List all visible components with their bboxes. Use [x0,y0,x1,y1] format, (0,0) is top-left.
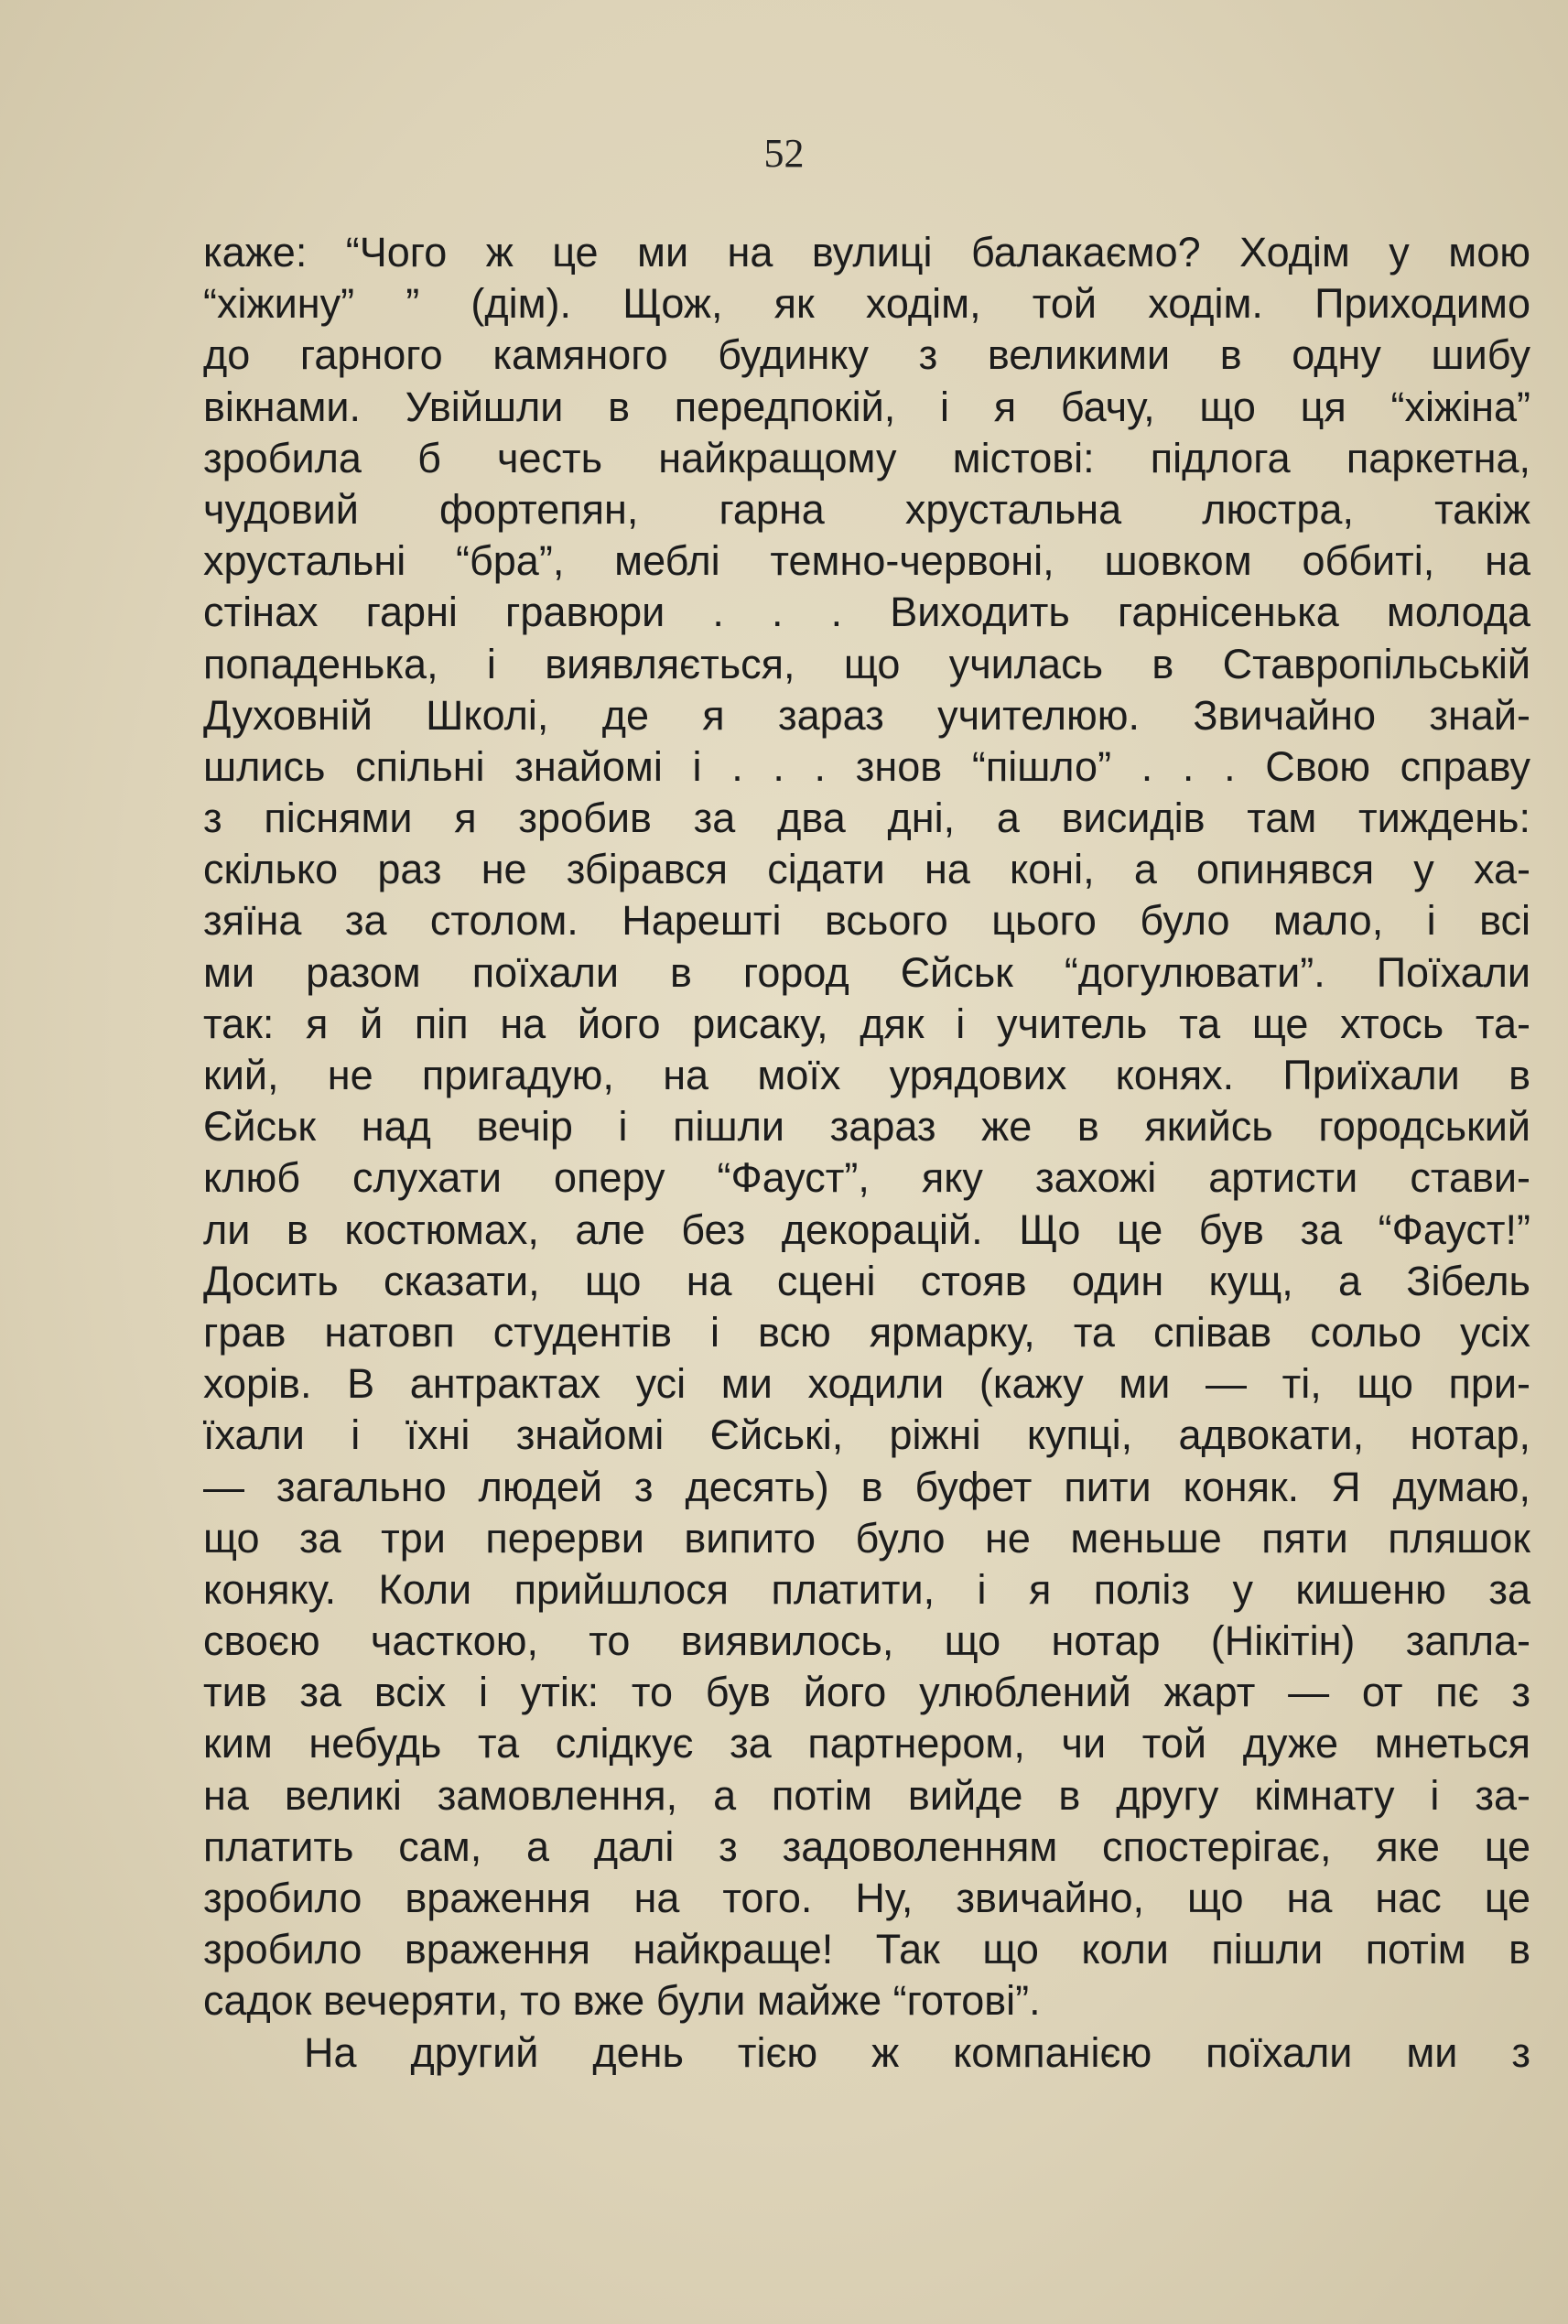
text-line: попаденька, і виявляється, що училась в Ставропільській [203,640,1530,687]
text-line: каже: “Чого ж це ми на вулиці балакаємо? Ходім у мою [203,229,1530,276]
text-line: з піснями я зробив за два дні, а висидів там тиждень: [203,794,1530,842]
text-line: грав натовп студентів і всю ярмарку, та співав сольо усіх [203,1308,1530,1356]
body-text [203,227,1530,2079]
paragraph-1 [203,227,1530,2027]
text-line: платить сам, а далі з задоволенням спостерігає, яке це [203,1822,1530,1870]
text-line: зробило враження найкраще! Так що коли пішли потім в [203,1926,1530,1973]
page-number: 52 [763,131,805,176]
text-line: зробило враження на того. Ну, звичайно, що на нас це [203,1875,1530,1921]
text-line: тив за всіх і утік: то був його улюблений жарт — от пє з [203,1669,1530,1716]
text-line: садок вечеряти, то вже були майже “готові”. [203,1977,1041,2025]
text-line: — загально людей з десять) в буфет пити коняк. Я думаю, [203,1463,1530,1510]
text-line: хорів. В антрактах усі ми ходили (кажу ми — ті, що при- [203,1360,1530,1408]
text-line: коняку. Коли прийшлося платити, і я поліз у кишеню за [203,1565,1530,1613]
text-line: так: я й піп на його рисаку, дяк і учитель та ще хтось та- [203,1000,1530,1047]
text-line: ми разом поїхали в город Єйськ “догулювати”. Поїхали [203,948,1530,996]
text-line: своєю часткою, то виявилось, що нотар (Нікітін) запла- [203,1617,1530,1665]
text-line: їхали і їхні знайомі Єйські, ріжні купці, адвокати, нотар, [203,1411,1530,1459]
text-line: стінах гарні гравюри . . . Виходить гарнісенька молода [203,589,1530,636]
text-line: “хіжину” ” (дім). Щож, як ходім, той ходім. Приходимо [203,280,1530,328]
text-line: зяїна за столом. Нарешті всього цього було мало, і всі [203,897,1530,945]
text-line: кий, не пригадую, на моїх урядових конях. Приїхали в [203,1052,1530,1098]
text-line: що за три перерви випито було не меньше пяти пляшок [203,1514,1530,1562]
text-line: на великі замовлення, а потім вийде в другу кімнату і за- [203,1771,1530,1819]
text-line: хрустальні “бра”, меблі темно-червоні, шовком оббиті, на [203,537,1530,585]
text-line: скілько раз не збірався сідати на коні, а опинявся у ха- [203,846,1530,893]
text-line: Досить сказати, що на сцені стояв один кущ, а Зібель [203,1257,1530,1304]
text-line: клюб слухати оперу “Фауст”, яку захожі артисти стави- [203,1154,1530,1202]
text-line: до гарного камяного будинку з великими в одну шибу [203,331,1530,379]
text-line: На другий день тією ж компанією поїхали ми з [304,2028,1530,2076]
paragraph-2 [203,2027,1530,2079]
text-line: Духовній Школі, де я зараз учителюю. Звичайно знай- [203,691,1530,739]
text-line: Єйськ над вечір і пішли зараз же в якийсь городський [203,1103,1530,1151]
text-line: ли в костюмах, але без декорацій. Що це був за “Фауст!” [203,1205,1530,1253]
text-line: зробила б честь найкращому містові: підлога паркетна, [203,434,1530,481]
text-line: вікнами. Увійшли в передпокій, і я бачу, що ця “хіжіна” [203,383,1530,430]
text-line: ким небудь та слідкує за партнером, чи той дуже мнеться [203,1720,1530,1767]
text-line: шлись спільні знайомі і . . . знов “пішло” . . . Свою справу [203,742,1530,790]
text-line: чудовий фортепян, гарна хрустальна люстра, такіж [203,485,1530,533]
